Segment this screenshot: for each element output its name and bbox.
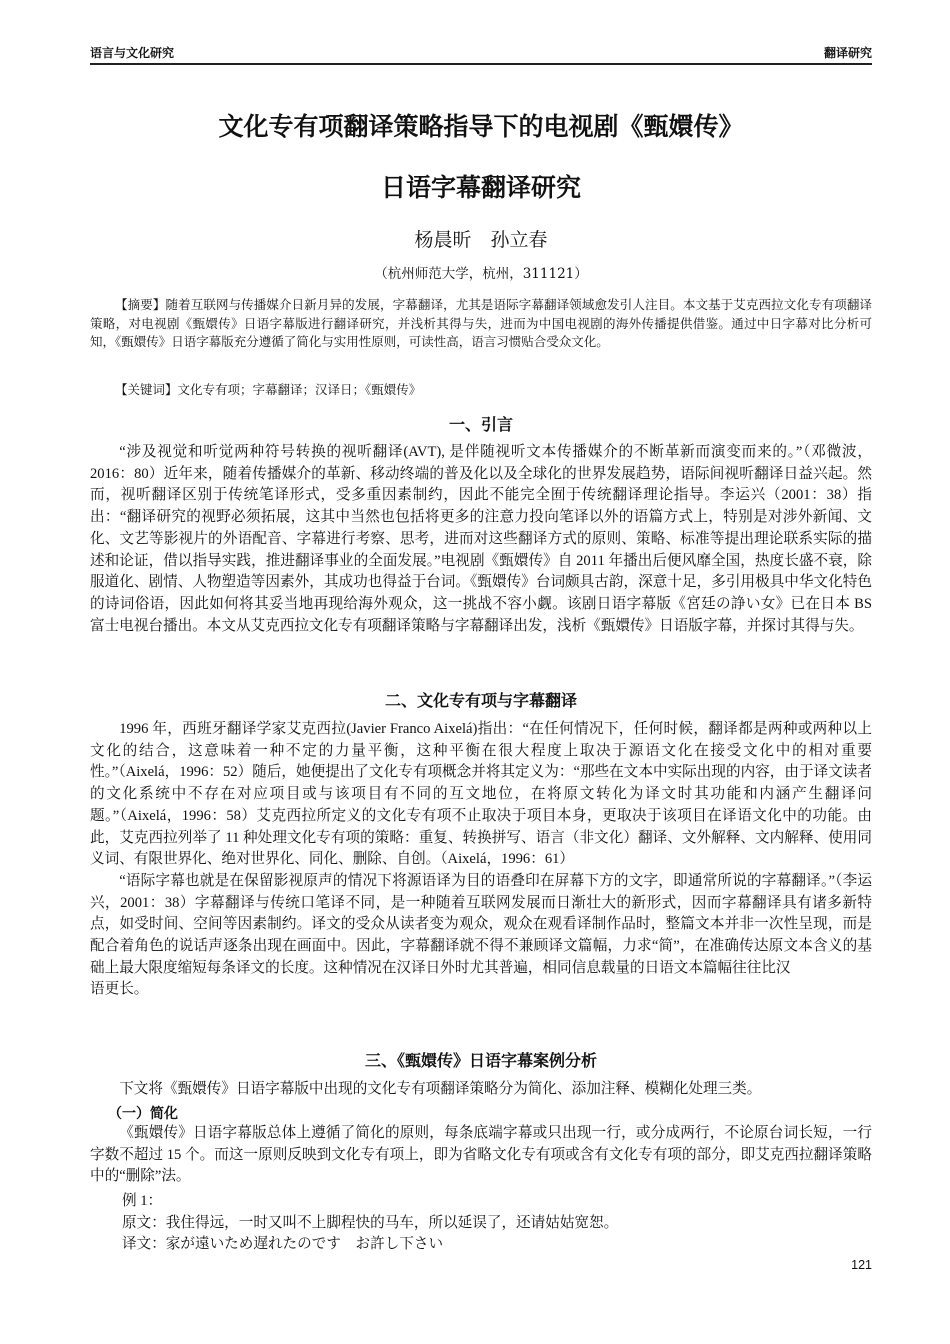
paragraph: 下文将《甄嬛传》日语字幕版中出现的文化专有项翻译策略分为简化、添加注释、模糊化处理三类。 [119, 1081, 762, 1097]
subsection-heading-simplification: （一）简化 [108, 1106, 178, 1122]
body-case-analysis-intro [90, 1079, 872, 1101]
example-translation-text: 译文：家が遠いため遅れたのです お許し下さい [122, 1236, 444, 1252]
page-number: 121 [851, 1258, 872, 1272]
paragraph: 1996 年，西班牙翻译学家艾克西拉(Javier Franco Aixelá)指出：“在任何情况下，任何时候，翻译都是两种或两种以上文化的结合，这意味着一种不定的力量平衡，这种平衡在很大程度上取决于源语文化在接受文化中的相对重要性。”（Aixelá，1996：52）随后，她便提出了文化专有项概念并将其定义为：“那些在文本中实际出现的内容，由于译文读者的文化系统中不存在对应项目或与该项目有不同的互文地位，在将原文转化为译文时其功能和内涵产生翻译问题。”（Aixelá，1996：58）艾克西拉所定义的文化专有项不止取决于项目本身，更取决于该项目在译语文化中的功能。由此，艾克西拉列举了 11 种处理文化专有项的策略：重复、转换拼写、语言（非文化）翻译、文外解释、文内解释、使用同义词、有限世界化、绝对世界化、同化、删除、自创。（Aixelá，1996：61） [90, 721, 872, 868]
example-label: 例 1： [122, 1193, 163, 1209]
paragraph: “语际字幕也就是在保留影视原声的情况下将源语译为目的语叠印在屏幕下方的文字，即通常所说的字幕翻译。”（李运兴，2001：38）字幕翻译与传统口笔译不同，是一种随着互联网发展而日渐壮大的新形式，因而字幕翻译具有诸多新特点，如受时间、空间等因素制约。译文的受众从读者变为观众，观众在观看译制作品时，整篇文本并非一次性呈现，而是配合着角色的说话声逐条出现在画面中。因此，字幕翻译就不得不兼顾译文篇幅，力求“简”，在准确传达原文本含义的基础上最大限度缩短每条译文的长度。这种情况在汉译日外时尤其普遍，相同信息载量的日语文本篇幅往往比汉 [90, 872, 872, 976]
affiliation: （杭州师范大学，杭州，311121） [374, 266, 588, 282]
header-rule [90, 63, 872, 65]
paragraph-tail: 语更长。 [90, 981, 149, 998]
title-line-1: 文化专有项翻译策略指导下的电视剧《甄嬛传》 [218, 112, 744, 141]
example-source-text: 原文：我住得远，一时又叫不上脚程快的马车，所以延误了，还请姑姑宽恕。 [122, 1215, 619, 1231]
authors: 杨晨昕 孙立春 [414, 229, 548, 251]
section-heading-introduction: 一、引言 [448, 415, 513, 434]
section-heading-case-analysis: 三、《甄嬛传》日语字幕案例分析 [364, 1051, 597, 1070]
running-head-column: 翻译研究 [823, 46, 872, 60]
running-head-journal: 语言与文化研究 [90, 46, 175, 60]
keywords: 【关键词】文化专有项；字幕翻译；汉译日；《甄嬛传》 [115, 382, 422, 397]
section-heading-culture-specific-items: 二、文化专有项与字幕翻译 [384, 691, 577, 710]
running-head [90, 44, 872, 62]
title-line-2: 日语字幕翻译研究 [380, 173, 581, 202]
body-introduction [90, 442, 872, 637]
paragraph: 《甄嬛传》日语字幕版总体上遵循了简化的原则，每条底端字幕或只出现一行，或分成两行，不论原台词长短，一行字数不超过 15 个。而这一原则反映到文化专有项上，即为省略文化专有项或含有文化专有项的部分，即艾克西拉翻译策略中的“删除”法。 [90, 1125, 872, 1185]
body-simplification [90, 1123, 872, 1188]
body-culture-specific-items [90, 719, 872, 1001]
abstract: 【摘要】随着互联网与传播媒介日新月异的发展，字幕翻译，尤其是语际字幕翻译领域愈发引人注目。本文基于艾克西拉文化专有项翻译策略，对电视剧《甄嬛传》日语字幕版进行翻译研究，并浅析其得与失，进而为中国电视剧的海外传播提供借鉴。通过中日字幕对比分析可知，《甄嬛传》日语字幕版充分遵循了简化与实用性原则，可读性高，语言习惯贴合受众文化。 [90, 297, 872, 349]
paragraph: “涉及视觉和听觉两种符号转换的视听翻译(AVT), 是伴随视听文本传播媒介的不断革新而演变而来的。”（邓微波，2016：80）近年来，随着传播媒介的革新、移动终端的普及化以及全球化的世界发展趋势，语际间视听翻译日益兴起。然而，视听翻译区别于传统笔译形式，受多重因素制约，因此不能完全囿于传统翻译理论指导。李运兴（2001：38）指出：“翻译研究的视野必须拓展，这其中当然也包括将更多的注意力投向笔译以外的语篇方式上，特别是对涉外新闻、文化、文艺等影视片的外语配音、字幕进行考察、思考，进而对这些翻译方式的原则、策略、标准等提出理论联系实际的描述和论证，借以指导实践，推进翻译事业的全面发展。”电视剧《甄嬛传》自 2011 年播出后便风靡全国，热度长盛不衰，除服道化、剧情、人物塑造等因素外，其成功也得益于台词。《甄嬛传》台词颇具古韵，深意十足，多引用极具中华文化特色的诗词俗语，因此如何将其妥当地再现给海外观众，这一挑战不容小觑。该剧日语字幕版《宮廷の諍い女》已在日本 BS 富士电视台播出。本文从艾克西拉文化专有项翻译策略与字幕翻译出发，浅析《甄嬛传》日语版字幕，并探讨其得与失。 [90, 444, 872, 634]
